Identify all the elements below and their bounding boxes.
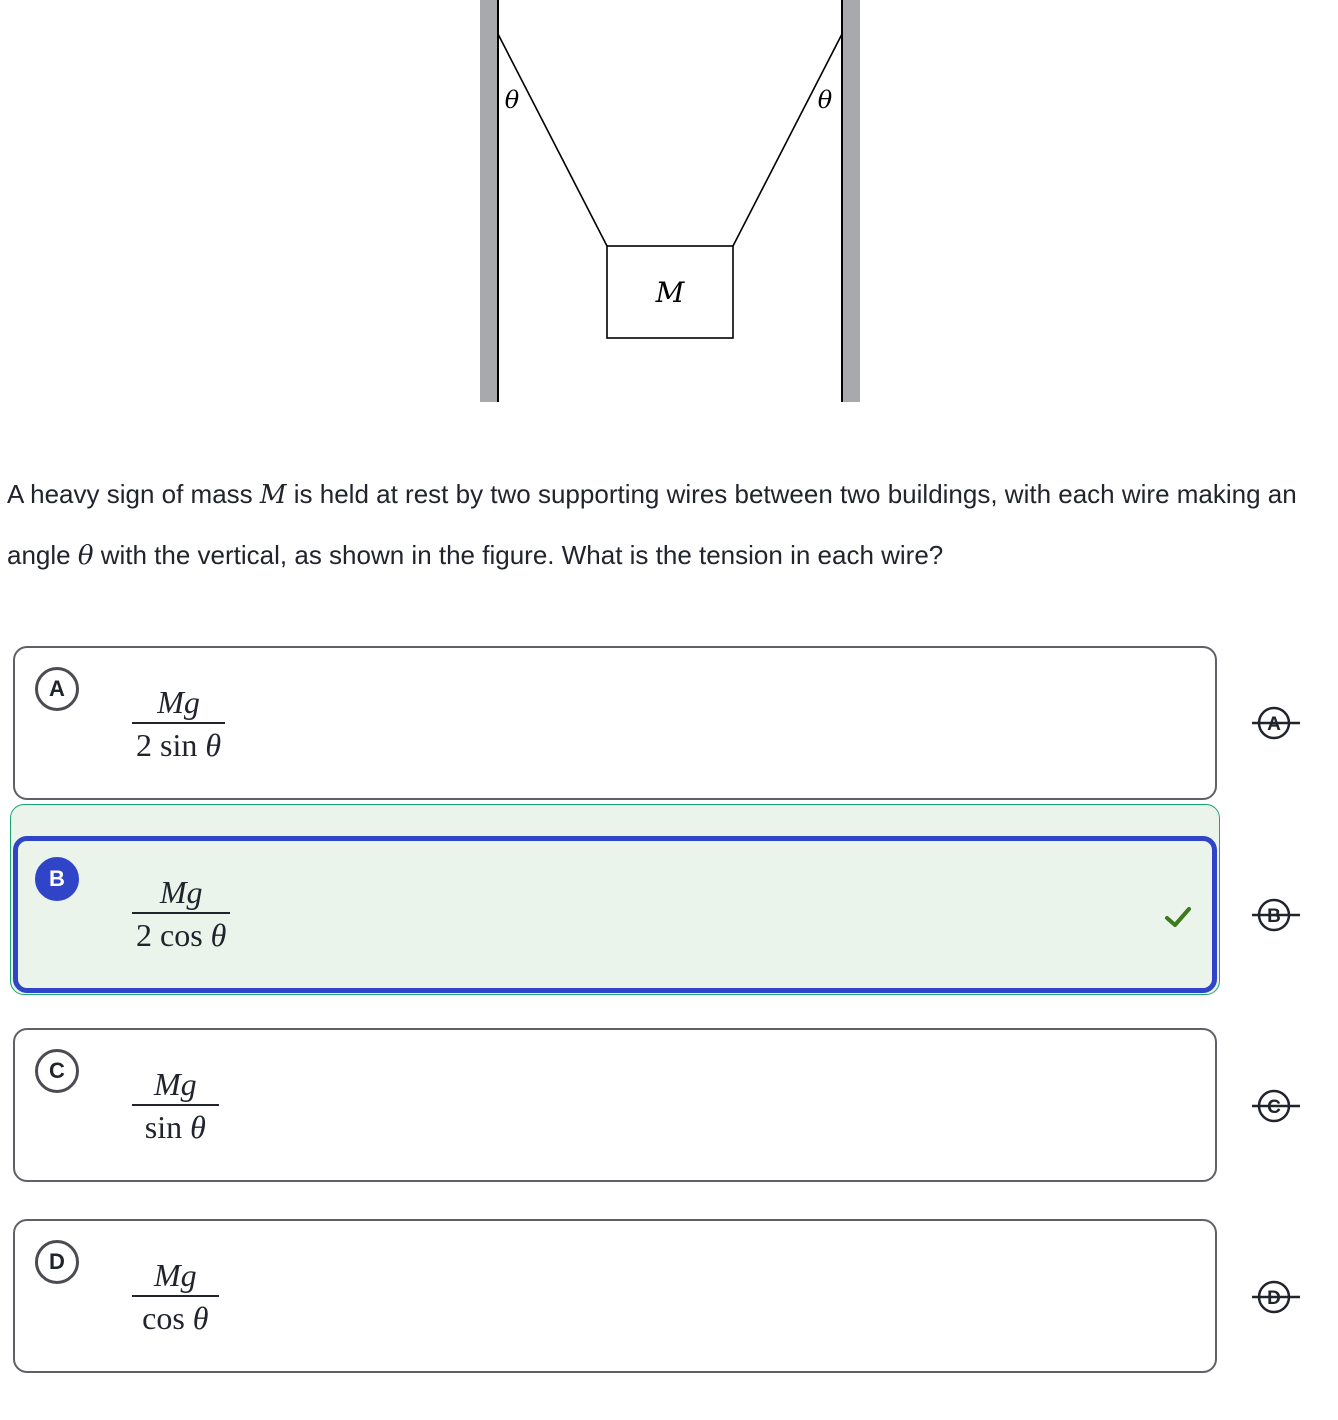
right-wire <box>733 34 842 246</box>
choice-a-fraction <box>132 682 225 766</box>
question-part2: is held at rest by two supporting wires between two buildings, with each wire making an angle <box>7 479 1297 570</box>
choice-c-fraction <box>132 1064 219 1148</box>
denominator-coef: sin <box>144 1109 191 1145</box>
crossout-letter-a: A <box>1267 714 1281 735</box>
choice-c[interactable] <box>13 1028 1217 1182</box>
denominator <box>132 914 230 956</box>
angle-label-right: θ <box>817 86 833 114</box>
denominator-var: θ <box>190 1109 206 1145</box>
sign-figure <box>0 0 1338 420</box>
checkmark-icon <box>1164 903 1192 931</box>
right-building <box>842 0 860 402</box>
angle-label-left: θ <box>504 86 520 114</box>
denominator-var: θ <box>210 917 227 953</box>
choice-letter-a: A <box>35 667 79 711</box>
numerator: Mg <box>154 1257 197 1293</box>
crossout-letter-d: D <box>1267 1288 1281 1309</box>
mass-variable: M <box>259 480 287 510</box>
choice-d[interactable] <box>13 1219 1217 1373</box>
choice-d-fraction <box>132 1255 219 1339</box>
crossout-button-a[interactable] <box>1250 703 1302 743</box>
denominator <box>141 1106 210 1148</box>
question-part3: with the vertical, as shown in the figure. What is the tension in each wire? <box>93 540 944 570</box>
choice-b-fraction <box>132 872 230 956</box>
choice-b[interactable] <box>13 836 1217 993</box>
left-building <box>480 0 498 402</box>
denominator <box>138 1297 212 1339</box>
numerator: Mg <box>154 1066 197 1102</box>
numerator: Mg <box>159 874 203 910</box>
numerator: Mg <box>157 684 200 720</box>
choice-a[interactable] <box>13 646 1217 800</box>
crossout-letter-c: C <box>1267 1097 1281 1118</box>
question-text <box>7 464 1307 586</box>
angle-variable: θ <box>77 541 94 571</box>
left-wire <box>498 34 607 246</box>
denominator-var: θ <box>192 1300 209 1336</box>
denominator <box>132 724 225 766</box>
crossout-button-b[interactable] <box>1250 895 1302 935</box>
choice-letter-b: B <box>35 857 79 901</box>
mass-label: M <box>655 276 685 309</box>
choice-letter-c: C <box>35 1049 79 1093</box>
crossout-button-d[interactable] <box>1250 1277 1302 1317</box>
crossout-letter-b: B <box>1267 906 1281 927</box>
question-part1: A heavy sign of mass <box>7 479 260 509</box>
choice-letter-d: D <box>35 1240 79 1284</box>
denominator-var: θ <box>205 727 222 763</box>
denominator-coef: 2 sin <box>136 727 206 763</box>
denominator-coef: cos <box>142 1300 193 1336</box>
crossout-button-c[interactable] <box>1250 1086 1302 1126</box>
denominator-coef: 2 cos <box>136 917 211 953</box>
